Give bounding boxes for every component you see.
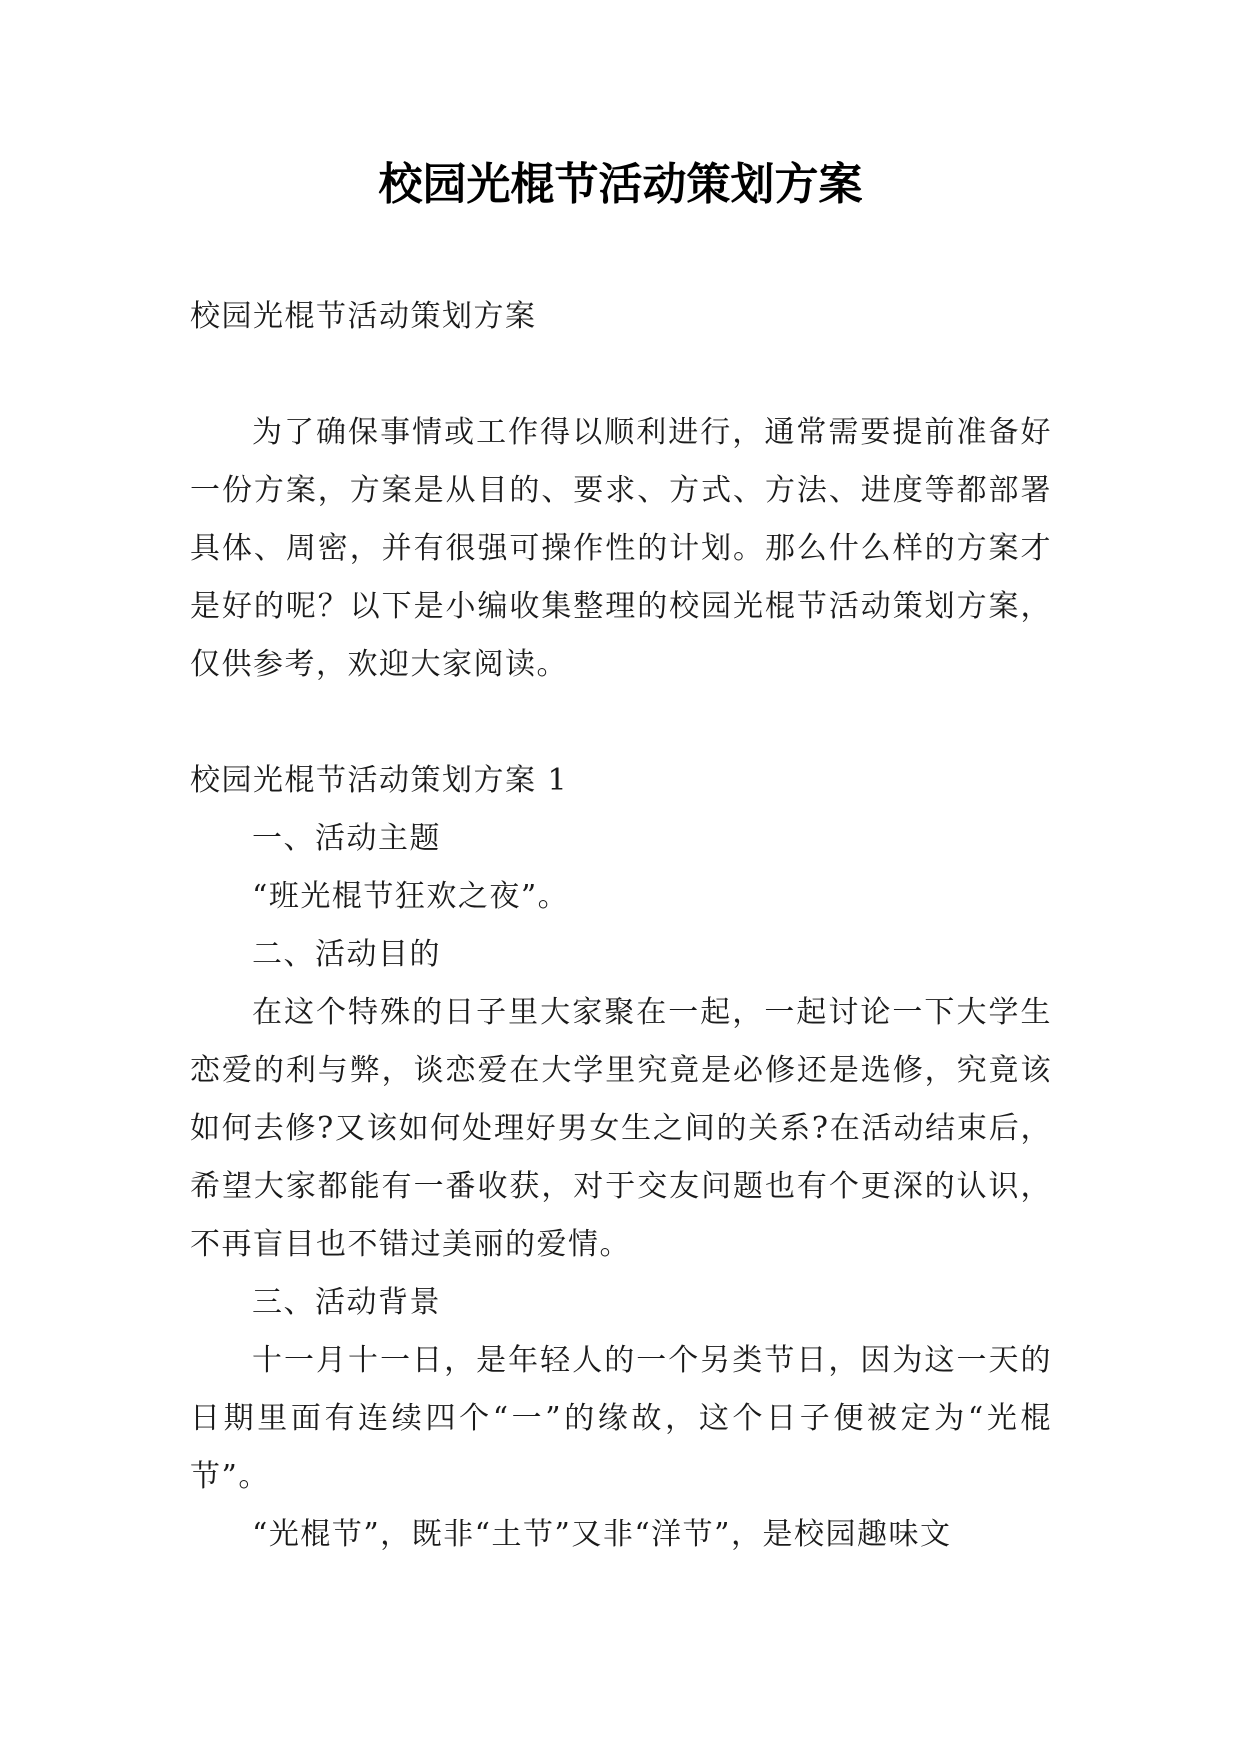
document-subtitle: 校园光棍节活动策划方案 xyxy=(190,299,537,334)
heading-background: 三、活动背景 xyxy=(252,1285,441,1320)
section-title: 校园光棍节活动策划方案 1 xyxy=(190,763,569,798)
heading-purpose: 二、活动目的 xyxy=(252,937,441,972)
background-paragraph-2: “光棍节”，既非“土节”又非“洋节”，是校园趣味文 xyxy=(252,1517,952,1552)
theme-paragraph: “班光棍节狂欢之夜”。 xyxy=(252,879,570,914)
background-paragraph-1: 十一月十一日，是年轻人的一个另类节日，因为这一天的日期里面有连续四个“一”的缘故，这个日子便被定为“光棍节”。 xyxy=(190,1343,1052,1494)
heading-theme: 一、活动主题 xyxy=(252,821,441,856)
document-body xyxy=(190,288,1052,1564)
purpose-paragraph: 在这个特殊的日子里大家聚在一起，一起讨论一下大学生恋爱的利与弊，谈恋爱在大学里究竟是必修还是选修，究竟该如何去修?又该如何处理好男女生之间的关系?在活动结束后，希望大家都能有一番收获，对于交友问题也有个更深的认识，不再盲目也不错过美丽的爱情。 xyxy=(190,995,1052,1262)
intro-paragraph: 为了确保事情或工作得以顺利进行，通常需要提前准备好一份方案，方案是从目的、要求、方式、方法、进度等都部署具体、周密，并有很强可操作性的计划。那么什么样的方案才是好的呢？以下是小编收集整理的校园光棍节活动策划方案，仅供参考，欢迎大家阅读。 xyxy=(190,415,1052,682)
document-title: 校园光棍节活动策划方案 xyxy=(378,159,863,210)
